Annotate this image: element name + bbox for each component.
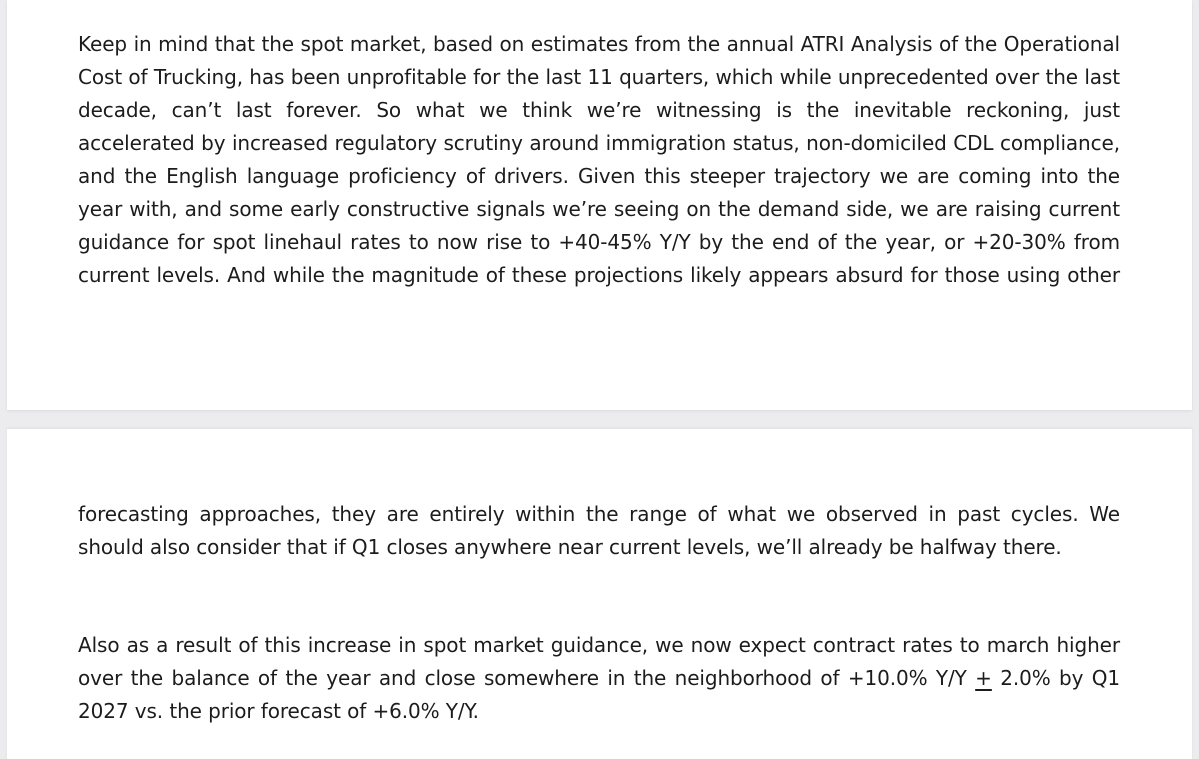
- contract-rates-text-end: 2.0% by Q1 2027 vs. the prior forecast of +6.0% Y/Y.: [78, 666, 1120, 723]
- page-bottom: [7, 429, 1192, 759]
- contract-rates-text: Also as a result of this increase in spot market guidance, we now expect contract rates to march higher over the balance of the year and close somewhere in the neighborhood of +10.0% Y/Y: [78, 633, 1120, 690]
- page-top: [7, 0, 1192, 410]
- plus-minus-symbol: +: [975, 666, 992, 690]
- paragraph-contract-rates: [78, 629, 1120, 728]
- paragraph-forecasting-continued: forecasting approaches, they are entirely within the range of what we observed in past cycles. We should also consider that if Q1 closes anywhere near current levels, we’ll already be halfway there.: [78, 502, 1120, 559]
- paragraph-spot-market: Keep in mind that the spot market, based on estimates from the annual ATRI Analysis of the Operational Cost of Trucking, has been unprofitable for the last 11 quarters, which while unprecedented over the last decade, can’t last forever. So what we think we’re witnessing is the inevitable reckoning, just accelerated by increased regulatory scrutiny around immigration status, non-domiciled CDL compliance, and the English language proficiency of drivers. Given this steeper trajectory we are coming into the year with, and some early constructive signals we’re seeing on the demand side, we are raising current guidance for spot linehaul rates to now rise to +40-45% Y/Y by the end of the year, or +20-30% from current levels. And while the magnitude of these projections likely appears absurd for those using other: [78, 32, 1120, 287]
